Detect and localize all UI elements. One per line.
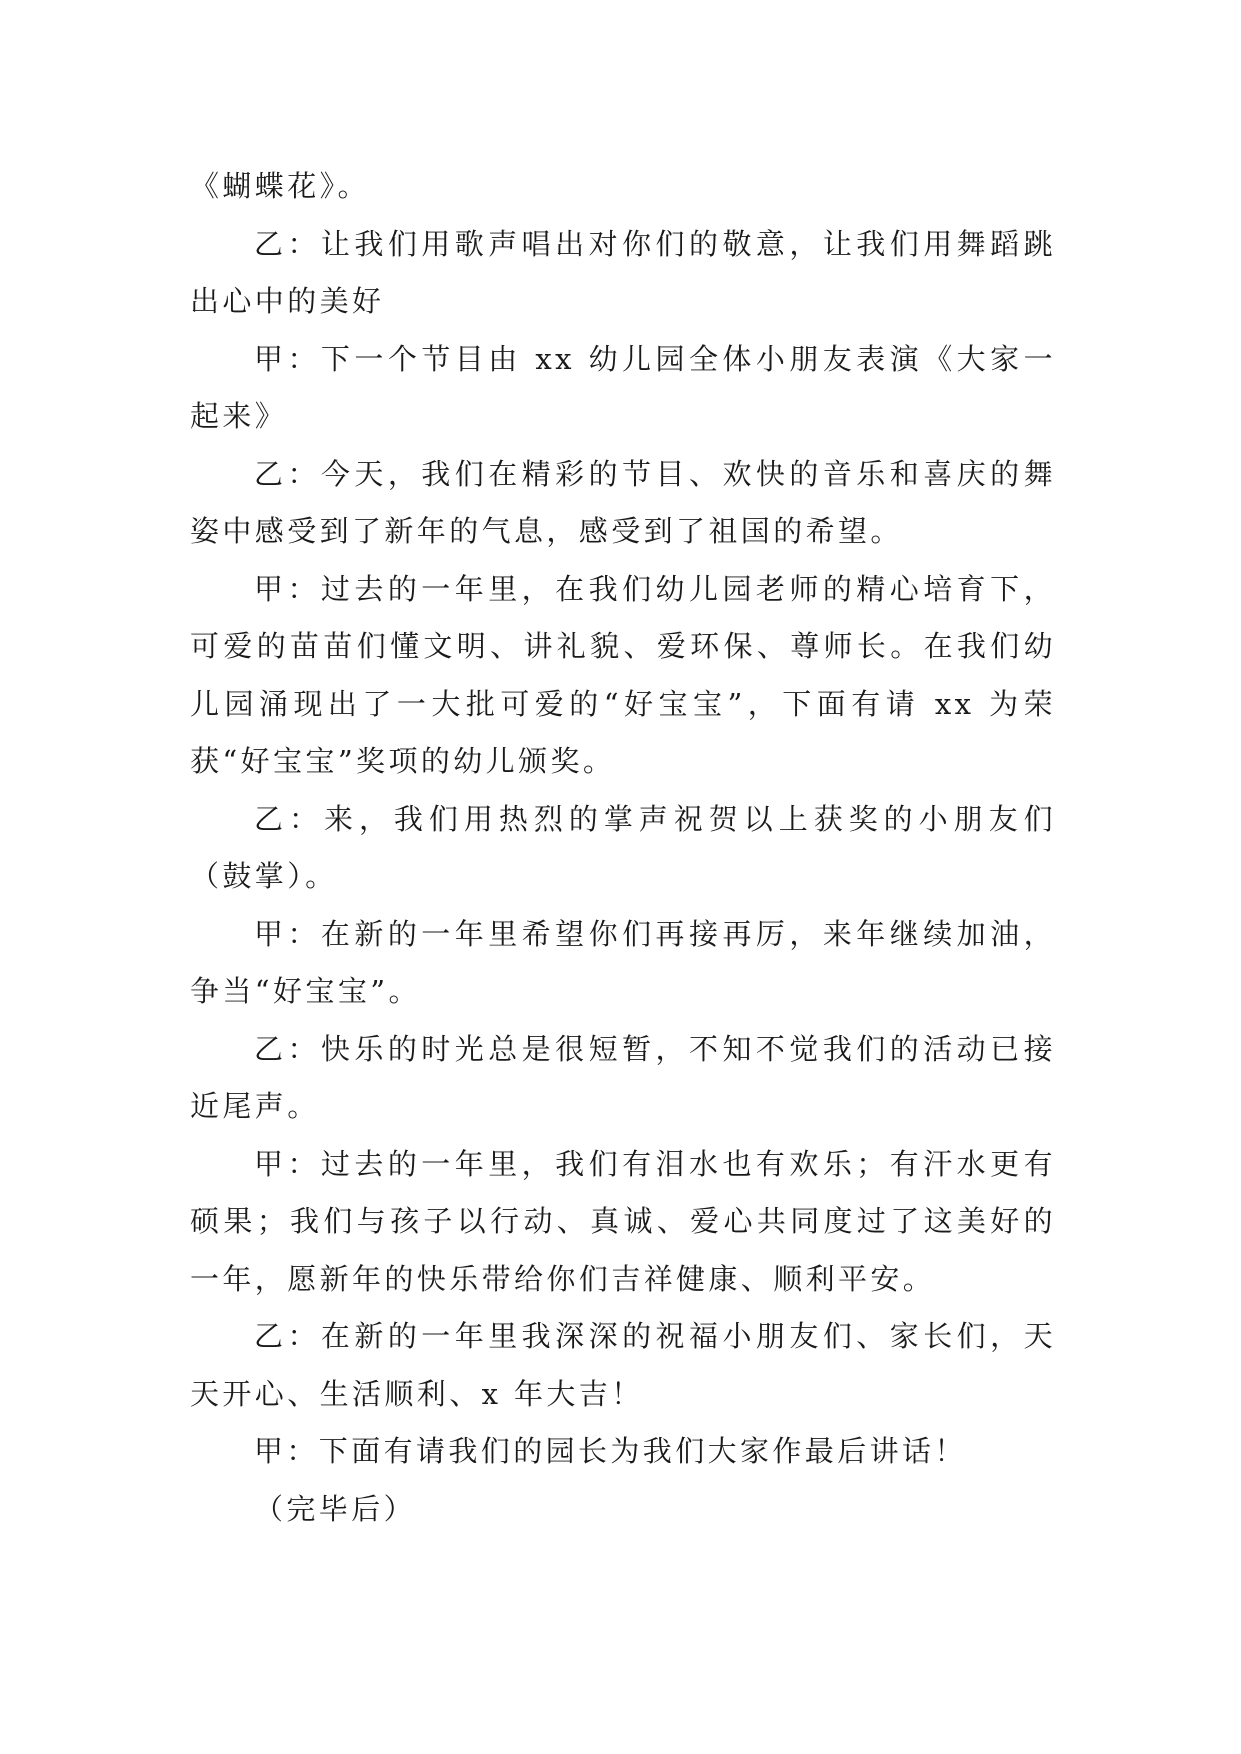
paragraph: 乙：在新的一年里我深深的祝福小朋友们、家长们，天天开心、生活顺利、x 年大吉！ xyxy=(190,1319,1056,1411)
paragraph: 甲：过去的一年里，在我们幼儿园老师的精心培育下，可爱的苗苗们懂文明、讲礼貌、爱环保、尊师长。在我们幼儿园涌现出了一大批可爱的“好宝宝”，下面有请 xx 为荣获“好宝宝”奖项的幼儿颁奖。 xyxy=(190,571,1056,778)
paragraph: 甲：下面有请我们的园长为我们大家作最后讲话！ xyxy=(254,1434,967,1468)
paragraph: 甲：过去的一年里，我们有泪水也有欢乐；有汗水更有硕果；我们与孩子以行动、真诚、爱心共同度过了这美好的一年，愿新年的快乐带给你们吉祥健康、顺利平安。 xyxy=(190,1146,1056,1296)
paragraph: 乙：来，我们用热烈的掌声祝贺以上获奖的小朋友们（鼓掌）。 xyxy=(190,801,1056,893)
paragraph: 甲：在新的一年里希望你们再接再厉，来年继续加油，争当“好宝宝”。 xyxy=(190,916,1056,1008)
paragraph: 《蝴蝶花》。 xyxy=(190,169,370,203)
paragraph: 乙：今天，我们在精彩的节目、欢快的音乐和喜庆的舞姿中感受到了新年的气息，感受到了祖国的希望。 xyxy=(190,456,1056,548)
paragraph: 乙：让我们用歌声唱出对你们的敬意，让我们用舞蹈跳出心中的美好 xyxy=(190,226,1056,318)
document-body xyxy=(190,158,1056,1538)
paragraph: 甲：下一个节目由 xx 幼儿园全体小朋友表演《大家一起来》 xyxy=(190,341,1056,433)
paragraph: 乙：快乐的时光总是很短暂，不知不觉我们的活动已接近尾声。 xyxy=(190,1031,1056,1123)
paragraph: （完毕后） xyxy=(254,1491,417,1526)
